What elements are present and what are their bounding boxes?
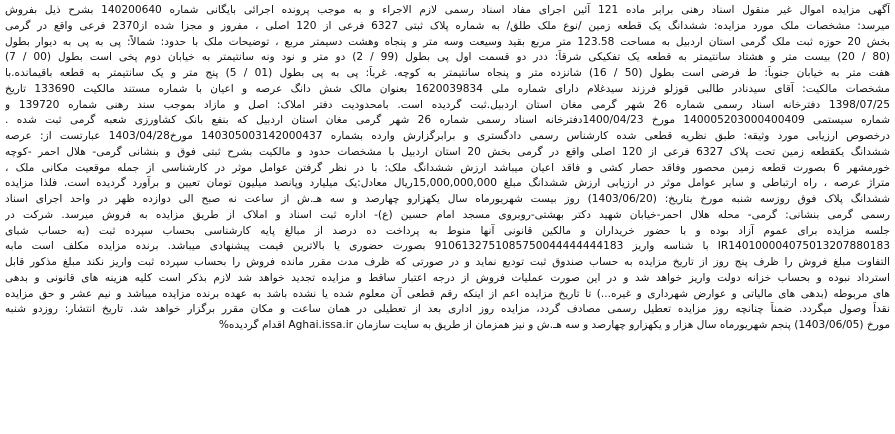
notice-line: 1398/07/25 دفترخانه اسناد رسمی شماره 26 شهر گرمی مغان استان اردبیل.ثبت گردیده است. بامحدودیت دفتر املاک: اصل و مازاد بموجب سند رهنی شماره 139720 و (5, 98, 890, 111)
notice-line: بخش 20 حوزه ثبت ملک گرمی استان اردبیل به مساحت 123.58 متر مربع بقید وسیعت وسه متر و پنجاه وهشت دسیمتر مربع ، توضیحات ملک با حدود: شمالاً: پی به پی به دیوار بطول (5, 35, 890, 48)
notice-line: (80 / 20) بیست متر و هشتاد سانتیمتر به قطعه یک تفکیکی شرقاً: ددر دو قسمت اول پی بطول (99 / 2) دو متر و نود ونه سانتیمتر به خیابان دوم پخی است بطول (00 / 7) (5, 51, 890, 64)
notice-line: استرداد نبوده و بحساب خزانه دولت واریز خواهد شد و در این صورت عملیات فروش از درجه اعتبار ساقط و مزایده تجدید خواهد شد لازم بذکر است کلیه هزینه های قانونی و بدهی (5, 271, 890, 284)
notice-line: IR140100004075013207880183 با شناسه واریز 9106132751085750044444444183 بصورت حضوری یا بالاترین قیمت پیشنهادی میباشد. برنده مزایده مکلف است مابه (5, 240, 890, 253)
notice-line: شماره سیستمی 140005203000400409 مورخ 1400/04/23دفترخانه اسناد رسمی شماره 26 شهر گرمی مغان استان اردبیل که بنفع بانک کشاورزی شعبه گرمی ثبت شده . (5, 114, 890, 127)
notice-line: درخصوص ارزیابی مورد وثیقه: طبق نظریه قطعی شده کارشناس رسمی دادگستری و برابرگزارش وارده بشماره 140305003142000437 مورخ1403/04/28 عبارتست از: عرصه (5, 130, 890, 142)
notice-line: ششدانگ پلاک فوق روزسه شنبه مورخ بتاریخ: (1403/06/20) روز بیست شهریورماه سال یکهزارو چهارصد و سه هـ.ش از ساعت نه صبح الی دوازده ظهر در واحد اجرای اسناد (5, 193, 890, 205)
notice-line: خورمشهر 6 بصورت قطعه زمین محصور وفاقد حصار کشی و فاقد اعیان میباشد ارزش ششدانگ ملک: با در نظر گرفتن عوامل موثر در کارشناسی از جمله موقعیت مکانی ملک ، (5, 161, 890, 174)
notice-line-last: مورخ (1403/06/05) پنجم شهریورماه سال هزار و یکهزارو چهارصد و سه هـ.ش و نیز همزمان از طریق به سایت سازمان Aghai.issa.ir اقدام گردیده% (218, 319, 890, 331)
notice-line: هفت متر به خیابان جنوباً: ط فرضی است بطول (50 / 16) شانزده متر و پنجاه سانتیمتر به کوچه. غرباً: پی به پی بطول (01 / 5) پنج متر و یک سانتیمتر به قطعه باقیمانده.با (5, 67, 890, 79)
notice-line: مشخصات مالکیت: آقای سیدنادر طالبی قوزلو فرزند سیدغلام دارای شماره ملی 1620039834 بعنوان مالک شش دانگ عرصه و اعیان با شماره مستند مالکیت 133690 تاریخ (5, 82, 890, 95)
notice-line: ششدانگ یکقطعه زمین تحت پلاک 6327 فرعی از 120 اصلی واقع در گرمی بخش 20 استان اردبیل با مشخصات حدود و مالکیت بشرح ثبتی فوق و بنشانی گرمی- هلال احمر -کوچه (5, 145, 890, 158)
notice-line: آگهی مزایده اموال غیر منقول اسناد رهنی برابر ماده 121 آئین اجرای مفاد اسناد رسمی لازم الاجراء و به موجب پرونده اجرائی بایگانی شماره 140200640 بشرح ذیل بفروش (5, 4, 890, 16)
notice-line: رسمی گرمی بنشانی: گرمی- محله هلال احمر-خیابان شهید دکتر بهشتی-روبروی مسجد امام حسین (ع)- اداره ثبت اسناد و املاک از طریق مزایده به فروش میرسد. شرکت در (5, 208, 890, 221)
notice-line: های مربوطه (بدهی های مالیاتی و عوارض شهرداری و غیره...) تا تاریخ مزایده اعم از اینکه رقم قطعی آن معلوم شده یا نشده باشد به عهده برنده مزایده میباشد و نیم عشر و حق مزایده (5, 287, 890, 300)
notice-line: میرسد: مشخصات ملک مورد مزایده: ششدانگ یک قطعه زمین /نوع ملک طلق/ به شماره پلاک ثبتی 6327 فرعی از 120 اصلی ، مفروز و مجزا شده از2370 فرعی واقع در گرمی (5, 19, 890, 32)
notice-line: نقداً وصول میگردد. ضمناً چنانچه روز مزایده تعطیل رسمی مصادف گردد، مزایده روز اداری بعد از تعطیلی در همان ساعت و مکان مقرر برگزار خواهد شد. تاریخ انتشار: روزدو شنبه (5, 303, 890, 316)
notice-line: متراژ عرصه ، راه ارتباطی و سایر عوامل موثر در ارزیابی ارزش ششدانگ مبلغ 15,000,000,000ریال معادل:یک میلیارد وپانصد میلیون تومان تعیین و برآورد گردیده است. فلذا مزایده (5, 177, 890, 190)
auction-notice-document (5, 3, 890, 428)
notice-line: التفاوت مبلغ فروش را ظرف پنج روز از تاریخ مزایده به حساب صندوق ثبت تودیع نماید و در صورتی که ظرف مدت مقرر مانده فروش را بحساب سپرده ثبت واریز نکند مبلغ مذکور قابل (5, 256, 890, 268)
notice-line: جلسه مزایده برای عموم آزاد بوده و با حضور خریداران و مالکین قانونی آنها منوط به پرداخت ده درصد از مبالغ پایه کارشناسی بحساب سپرده ثبت (به حساب شبای (5, 224, 890, 237)
